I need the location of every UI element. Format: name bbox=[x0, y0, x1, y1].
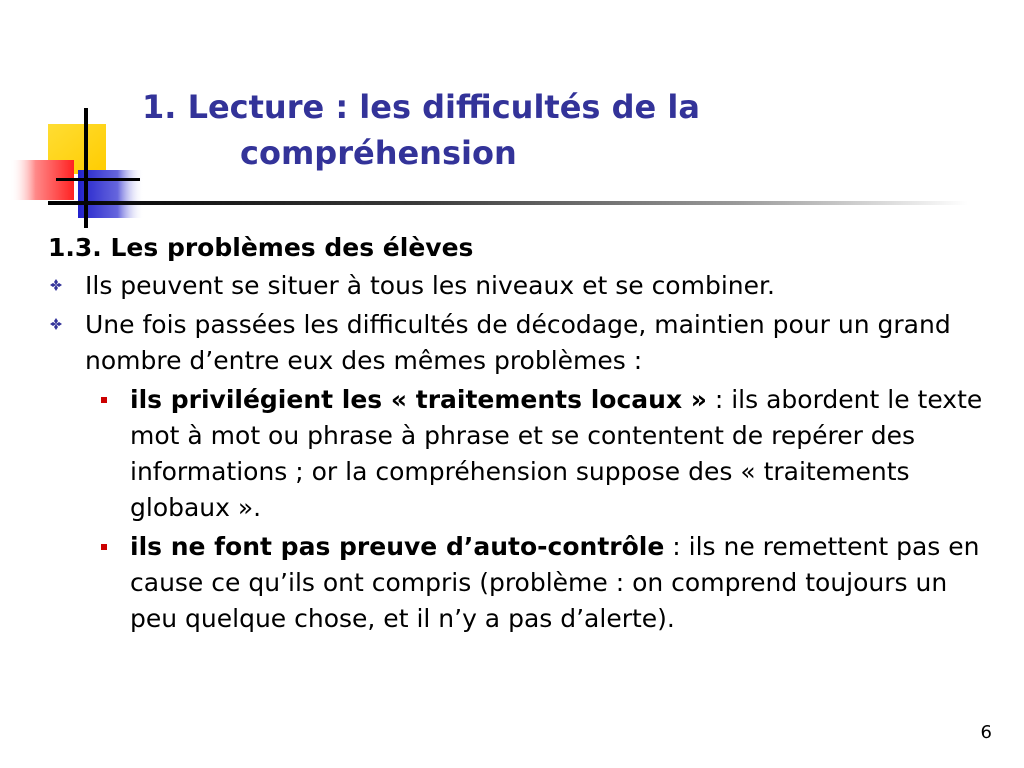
sub-bullet-bold-text: ils privilégient les « traitements locaux » bbox=[130, 385, 707, 414]
section-heading: 1.3. Les problèmes des élèves bbox=[48, 233, 474, 262]
square-bullet-icon bbox=[101, 544, 107, 550]
sub-bullet-text: : ils ne remettent pas en cause ce qu’ils ont compris (problème : on comprend toujours un peu quelque chose, et il n’y a pas d’alerte). bbox=[130, 532, 980, 633]
slide-title-line2: compréhension bbox=[240, 134, 517, 172]
bullet-text: Ils peuvent se situer à tous les niveaux et se combiner. bbox=[85, 271, 775, 300]
title-underline bbox=[48, 201, 968, 205]
sub-bullet-text: : ils abordent le texte mot à mot ou phrase à phrase et se contentent de repérer des informations ; or la compréhension suppose des « traitements globaux ». bbox=[130, 385, 983, 522]
sub-bullet-bold-text: ils ne font pas preuve d’auto-contrôle bbox=[130, 532, 665, 561]
page-number: 6 bbox=[980, 722, 992, 743]
slide-title bbox=[142, 84, 982, 176]
sub-bullet-item bbox=[48, 529, 998, 637]
sub-bullet-item bbox=[48, 382, 998, 526]
bullet-item bbox=[48, 268, 998, 304]
diamond-bullet-icon bbox=[48, 277, 64, 293]
slide-title-line1: 1. Lecture : les difficultés de la bbox=[142, 88, 700, 126]
diamond-bullet-icon bbox=[48, 316, 64, 332]
bullet-text: Une fois passées les difficultés de décodage, maintien pour un grand nombre d’entre eux des mêmes problèmes : bbox=[85, 310, 951, 375]
square-bullet-icon bbox=[101, 397, 107, 403]
bullet-item bbox=[48, 307, 998, 379]
slide-body bbox=[48, 230, 998, 640]
